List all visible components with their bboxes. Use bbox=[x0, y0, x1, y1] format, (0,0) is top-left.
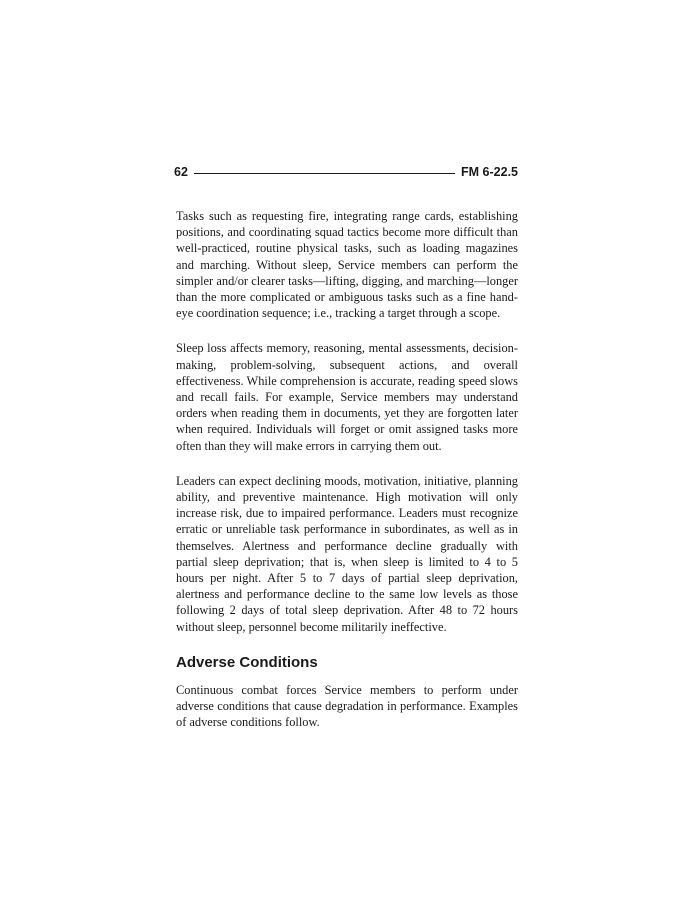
body-paragraph-2: Sleep loss affects memory, reasoning, mental assessments, decision-making, problem-solving, subsequent actions, and overall effectiveness. While comprehension is accurate, reading speed slows and recall fails. For example, Service members may understand orders when reading them in documents, yet they are forgotten later when required. Individuals will forget or omit assigned tasks more often than they will make errors in carrying them out. bbox=[176, 341, 518, 453]
page-number: 62 bbox=[174, 165, 188, 179]
section-paragraph: Continuous combat forces Service members to perform under adverse conditions that cause degradation in performance. Examples of adverse conditions follow. bbox=[176, 682, 518, 730]
body-paragraph-3: Leaders can expect declining moods, motivation, initiative, planning ability, and preventive maintenance. High motivation will only increase risk, due to impaired performance. Leaders must recognize erratic or unreliable task performance in subordinates, as well as in themselves. Alertness and performance decline gradually with partial sleep deprivation; that is, when sleep is limited to 4 to 5 hours per night. After 5 to 7 days of partial sleep deprivation, alertness and performance decline to the same low levels as those following 2 days of total sleep deprivation. After 48 to 72 hours without sleep, personnel become militarily ineffective. bbox=[176, 473, 518, 634]
page-header bbox=[174, 163, 518, 181]
document-id: FM 6-22.5 bbox=[461, 165, 518, 179]
header-rule bbox=[194, 173, 455, 174]
body-paragraph-1: Tasks such as requesting fire, integrating range cards, establishing positions, and coordinating squad tactics become more difficult than well-practiced, routine physical tasks, such as loading magazines and marching. Without sleep, Service members can perform the simpler and/or clearer tasks—lifting, digging, and marching—longer than the more complicated or ambiguous tasks such as a fine hand-eye coordination sequence; i.e., tracking a target through a scope. bbox=[176, 209, 518, 321]
section-heading: Adverse Conditions bbox=[176, 653, 318, 671]
page-body bbox=[176, 208, 518, 749]
